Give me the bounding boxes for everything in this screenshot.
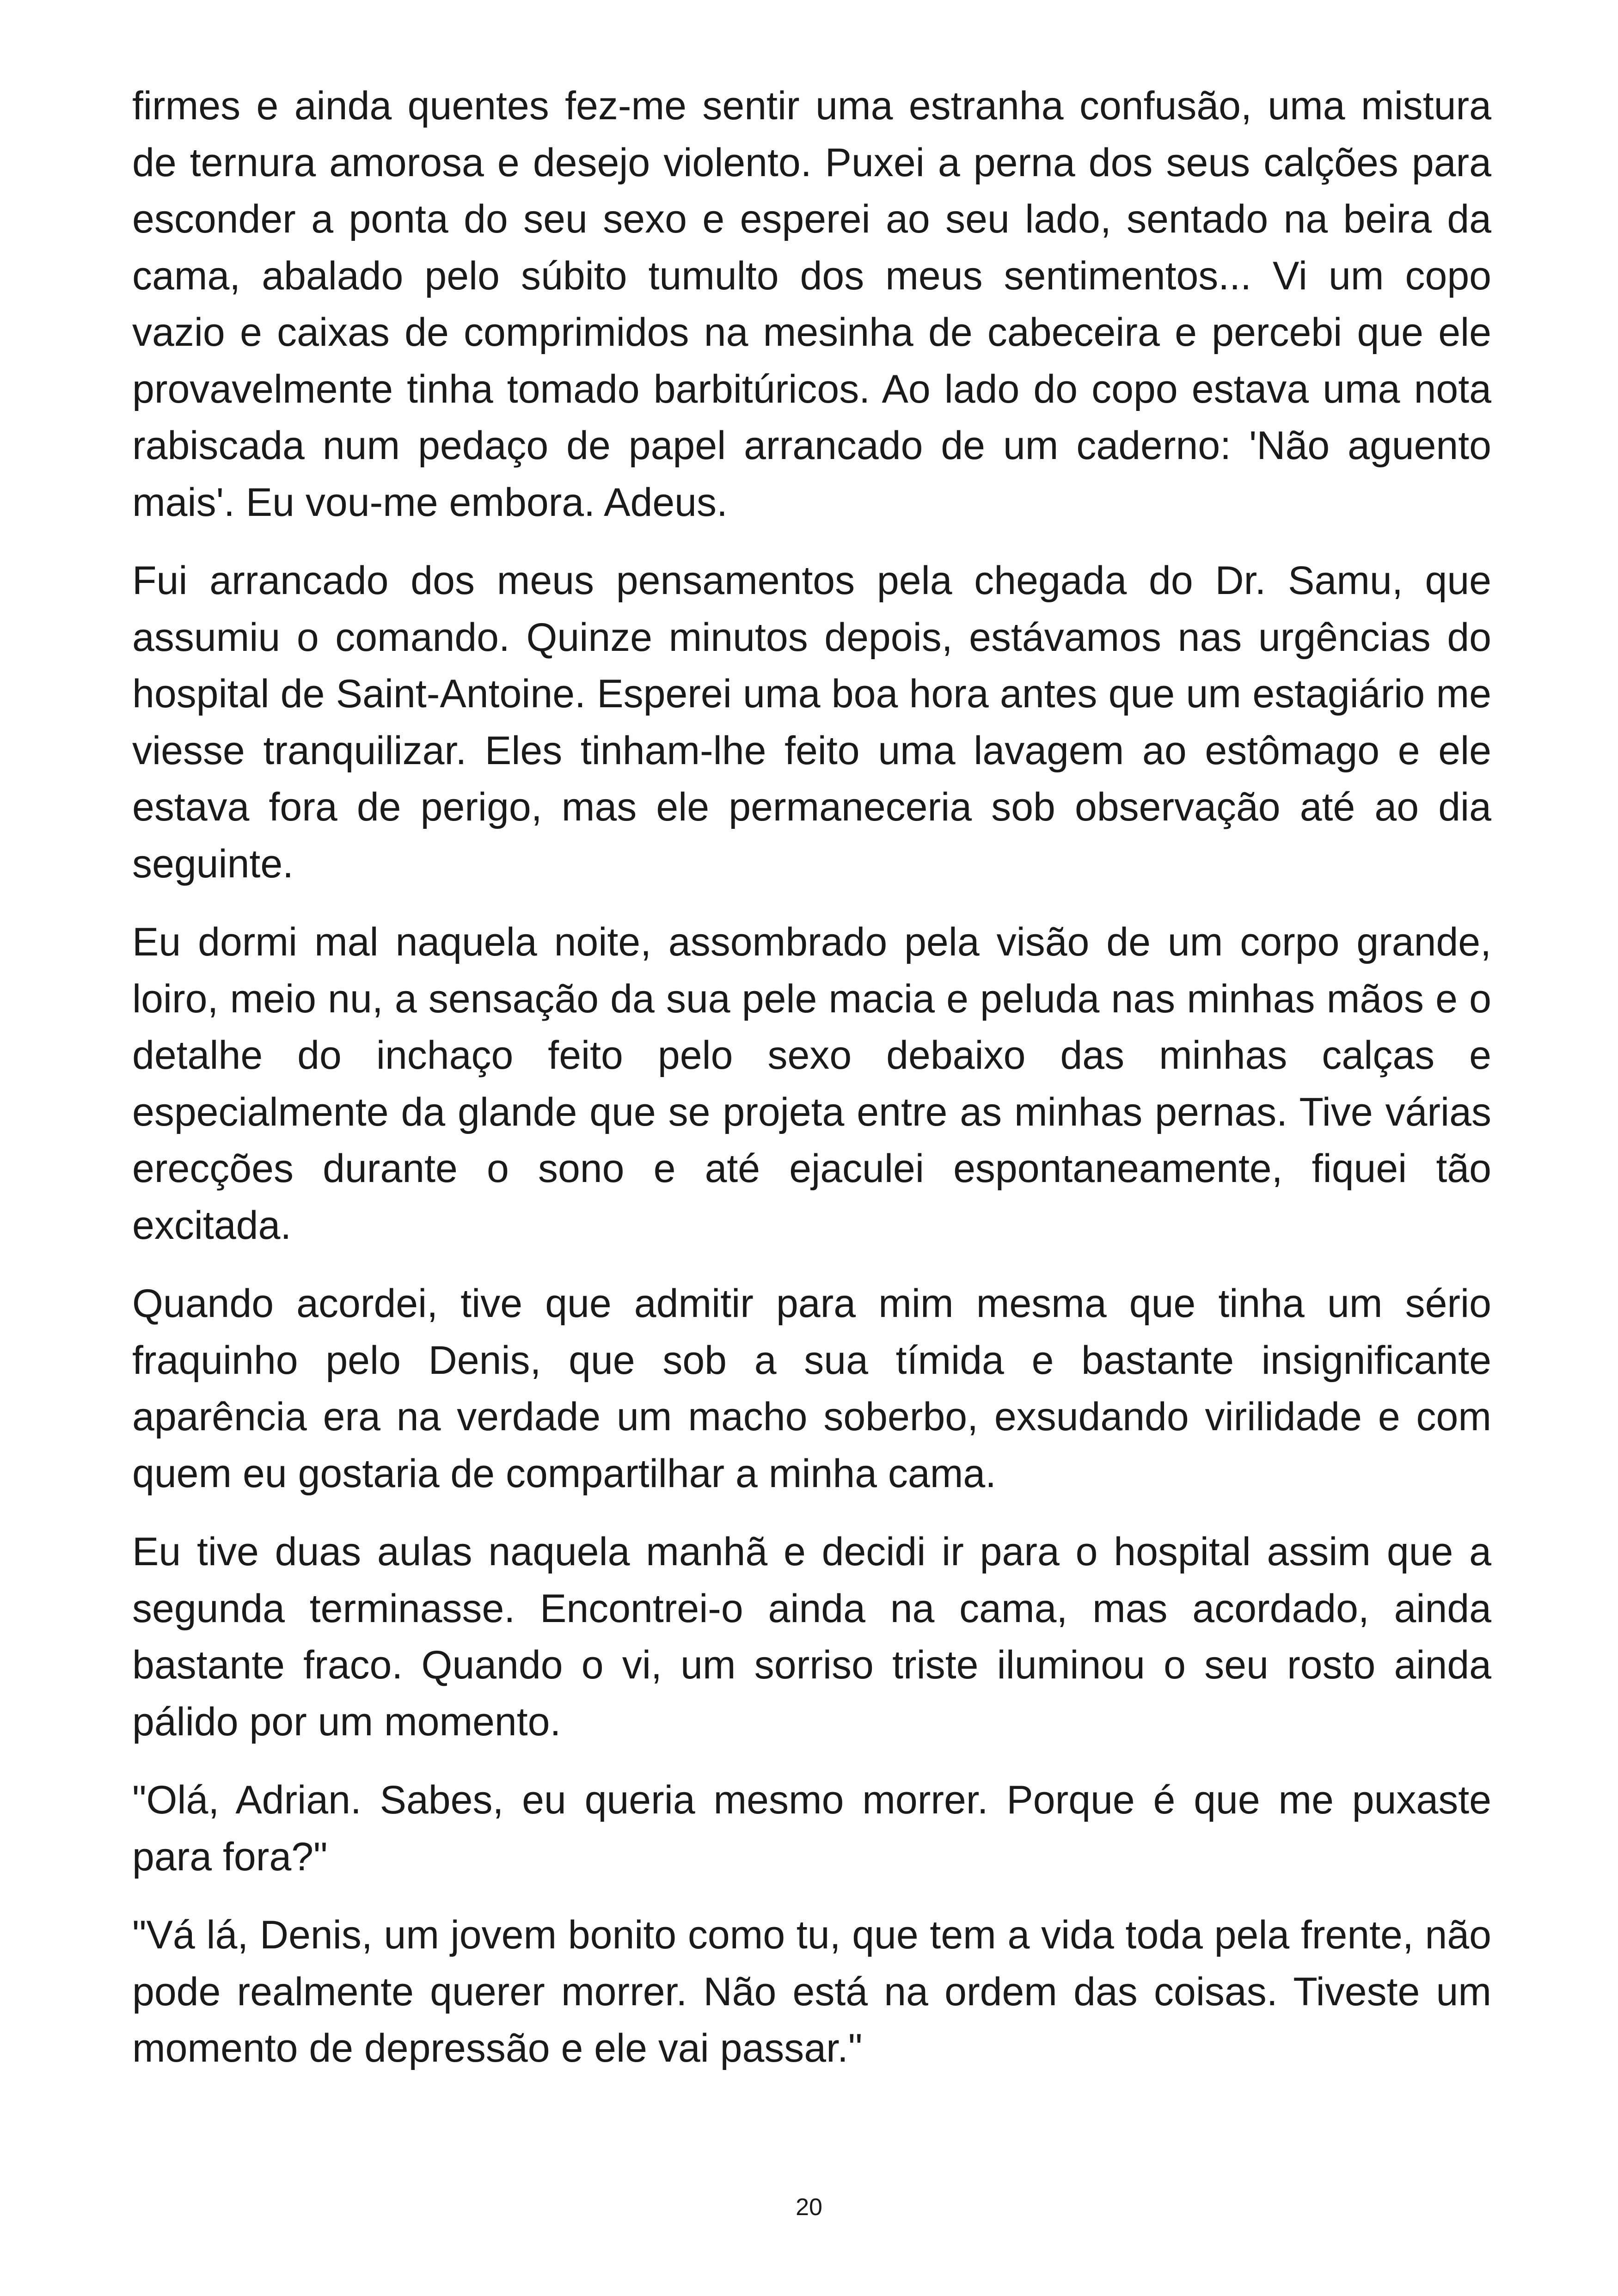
- paragraph-6: "Olá, Adrian. Sabes, eu queria mesmo morrer. Porque é que me puxaste para fora?": [132, 1778, 1491, 1879]
- paragraph-3: Eu dormi mal naquela noite, assombrado pela visão de um corpo grande, loiro, meio nu, a sensação da sua pele macia e peluda nas minhas mãos e o detalhe do inchaço feito pelo sexo debaixo das minhas calças e especialmente da glande que se projeta entre as minhas pernas. Tive várias erecções durante o sono e até ejaculei espontaneamente, fiquei tão excitada.: [132, 920, 1491, 1248]
- paragraph-4: Quando acordei, tive que admitir para mim mesma que tinha um sério fraquinho pelo Denis, que sob a sua tímida e bastante insignificante aparência era na verdade um macho soberbo, exsudando virilidade e com quem eu gostaria de compartilhar a minha cama.: [132, 1281, 1491, 1496]
- paragraph-7: "Vá lá, Denis, um jovem bonito como tu, que tem a vida toda pela frente, não pode realmente querer morrer. Não está na ordem das coisas. Tiveste um momento de depressão e ele vai passar.": [132, 1913, 1491, 2070]
- page-number: 20: [796, 2194, 822, 2221]
- body-text: [132, 78, 1491, 2099]
- paragraph-1: firmes e ainda quentes fez-me sentir uma estranha confusão, uma mistura de ternura amorosa e desejo violento. Puxei a perna dos seus calções para esconder a ponta do seu sexo e esperei ao seu lado, sentado na beira da cama, abalado pelo súbito tumulto dos meus sentimentos... Vi um copo vazio e caixas de comprimidos na mesinha de cabeceira e percebi que ele provavelmente tinha tomado barbitúricos. Ao lado do copo estava uma nota rabiscada num pedaço de papel arrancado de um caderno: 'Não aguento mais'. Eu vou-me embora. Adeus.: [132, 84, 1491, 525]
- paragraph-5: Eu tive duas aulas naquela manhã e decidi ir para o hospital assim que a segunda terminasse. Encontrei-o ainda na cama, mas acordado, ainda bastante fraco. Quando o vi, um sorriso triste iluminou o seu rosto ainda pálido por um momento.: [132, 1530, 1491, 1744]
- paragraph-2: Fui arrancado dos meus pensamentos pela chegada do Dr. Samu, que assumiu o comando. Quinze minutos depois, estávamos nas urgências do hospital de Saint-Antoine. Esperei uma boa hora antes que um estagiário me viesse tranquilizar. Eles tinham-lhe feito uma lavagem ao estômago e ele estava fora de perigo, mas ele permaneceria sob observação até ao dia seguinte.: [132, 558, 1491, 886]
